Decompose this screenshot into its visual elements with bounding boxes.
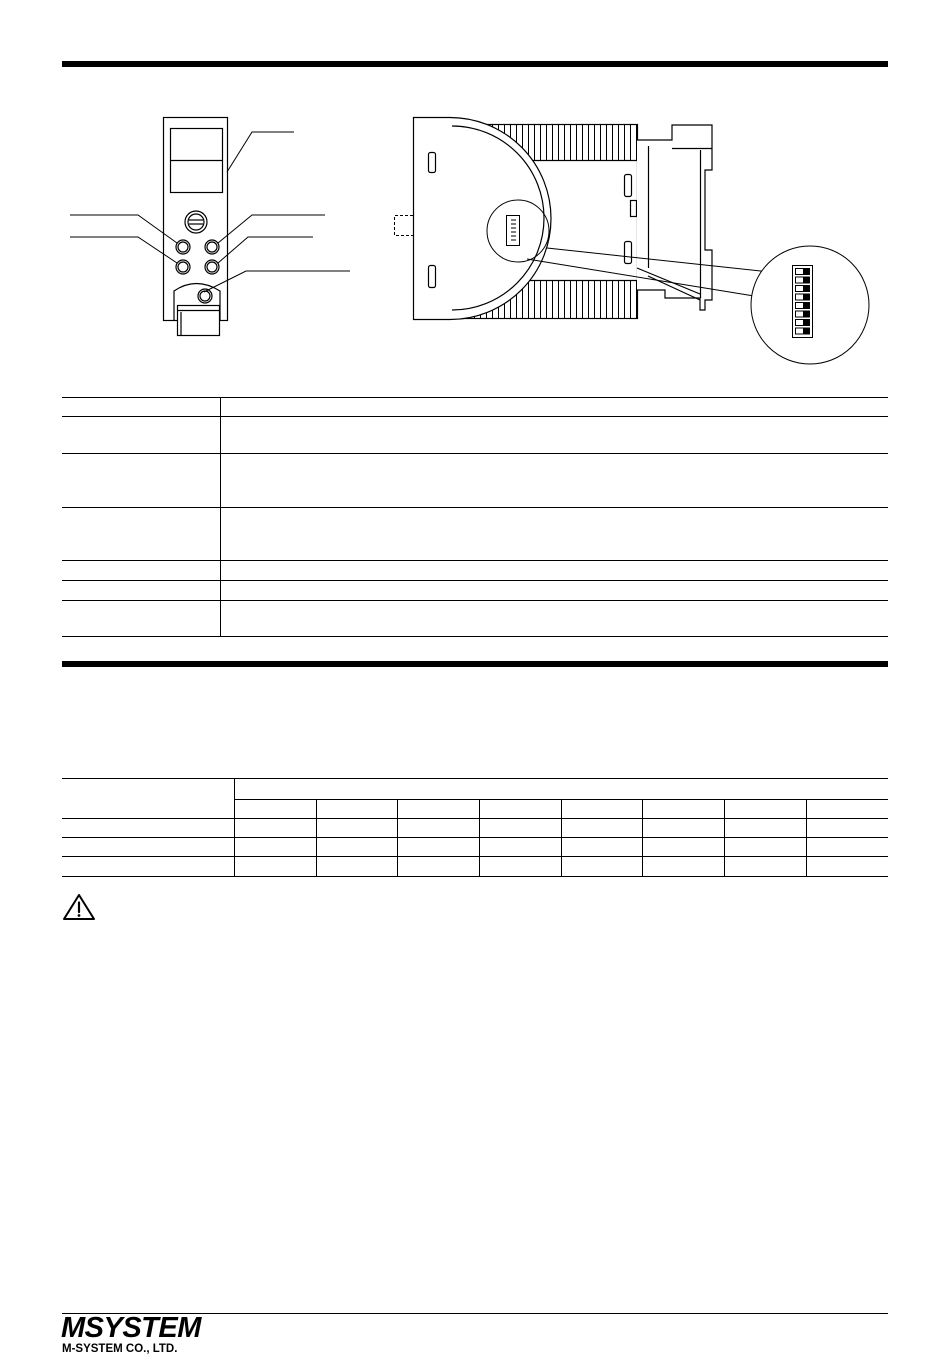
table-cell: [221, 508, 889, 561]
table-cell: [316, 838, 398, 857]
table-cell: [221, 581, 889, 601]
table-cell: [62, 601, 221, 637]
table-cell: [480, 857, 562, 877]
table-row: [62, 561, 888, 581]
table-cell: [806, 819, 888, 838]
table-header-cell: [806, 800, 888, 819]
leader-line-led-1: [70, 215, 177, 243]
dip-switch-magnified-icon: [793, 266, 813, 338]
product-drawings: [0, 0, 950, 380]
table-cell: [62, 581, 221, 601]
table-row: [62, 601, 888, 637]
table-header-cell: [62, 398, 221, 417]
leader-line-window: [227, 132, 294, 172]
callout-leader-lines: [70, 132, 350, 292]
warning-triangle-icon: [62, 893, 96, 921]
housing-slot: [625, 175, 632, 197]
table-cell: [480, 838, 562, 857]
table-header-cell: [235, 800, 317, 819]
table-cell: [725, 838, 807, 857]
table-cell: [221, 417, 889, 454]
leader-line-led-2: [70, 237, 177, 263]
table-cell: [398, 857, 480, 877]
table-row: [62, 819, 888, 838]
table-header-cell: [561, 800, 643, 819]
table-cell: [561, 857, 643, 877]
table-cell: [221, 561, 889, 581]
table-cell: [806, 857, 888, 877]
led-indicator-icon: [205, 260, 219, 274]
table-cell: [643, 857, 725, 877]
table-cell: [643, 838, 725, 857]
table-row: [62, 398, 888, 417]
led-indicator-icon: [176, 240, 190, 254]
table-header-cell: [725, 800, 807, 819]
table-header-cell: [316, 800, 398, 819]
table-cell: [806, 838, 888, 857]
led-indicator-icon: [205, 240, 219, 254]
table-header-cell: [643, 800, 725, 819]
table-cell: [561, 838, 643, 857]
table-cell: [235, 838, 317, 857]
connector-hidden-line: [395, 216, 414, 236]
table-header-cell: [235, 779, 889, 800]
table-cell: [316, 857, 398, 877]
housing-slot: [625, 242, 632, 264]
table-cell: [62, 508, 221, 561]
table-header-cell: [221, 398, 889, 417]
table-row: [62, 454, 888, 508]
table-cell: [62, 561, 221, 581]
table-cell: [643, 819, 725, 838]
table-cell: [561, 819, 643, 838]
leader-line-led-4: [218, 237, 313, 263]
table-row: [62, 857, 888, 877]
table-row: [62, 838, 888, 857]
table-cell: [398, 838, 480, 857]
company-name: M-SYSTEM CO., LTD.: [62, 1343, 178, 1355]
table-cell: [62, 417, 221, 454]
company-logo: MSYSTEM: [61, 1312, 201, 1344]
dip-switch-setting-table: [62, 778, 888, 877]
side-view-drawing: [395, 118, 870, 365]
table-row: [62, 581, 888, 601]
table-cell: [316, 819, 398, 838]
table-header-cell: [62, 779, 235, 819]
table-cell: [62, 819, 235, 838]
leader-line-led-3: [218, 215, 325, 243]
leader-line-jack: [204, 271, 350, 292]
table-row: [62, 508, 888, 561]
component-description-table: [62, 397, 888, 637]
table-cell: [62, 838, 235, 857]
led-indicator-icon: [176, 260, 190, 274]
table-cell: [725, 857, 807, 877]
table-cell: [221, 454, 889, 508]
table-row: [62, 417, 888, 454]
table-header-cell: [398, 800, 480, 819]
front-view-drawing: [70, 118, 350, 336]
section-rule-settings: [62, 661, 888, 667]
rotary-switch-icon: [185, 211, 207, 233]
table-cell: [62, 857, 235, 877]
housing-latch: [631, 201, 637, 217]
table-header-row: [62, 779, 888, 800]
table-cell: [725, 819, 807, 838]
table-cell: [62, 454, 221, 508]
table-cell: [235, 857, 317, 877]
table-cell: [221, 601, 889, 637]
table-cell: [398, 819, 480, 838]
dip-switch-small-icon: [507, 216, 520, 246]
table-cell: [235, 819, 317, 838]
table-header-cell: [480, 800, 562, 819]
table-cell: [480, 819, 562, 838]
